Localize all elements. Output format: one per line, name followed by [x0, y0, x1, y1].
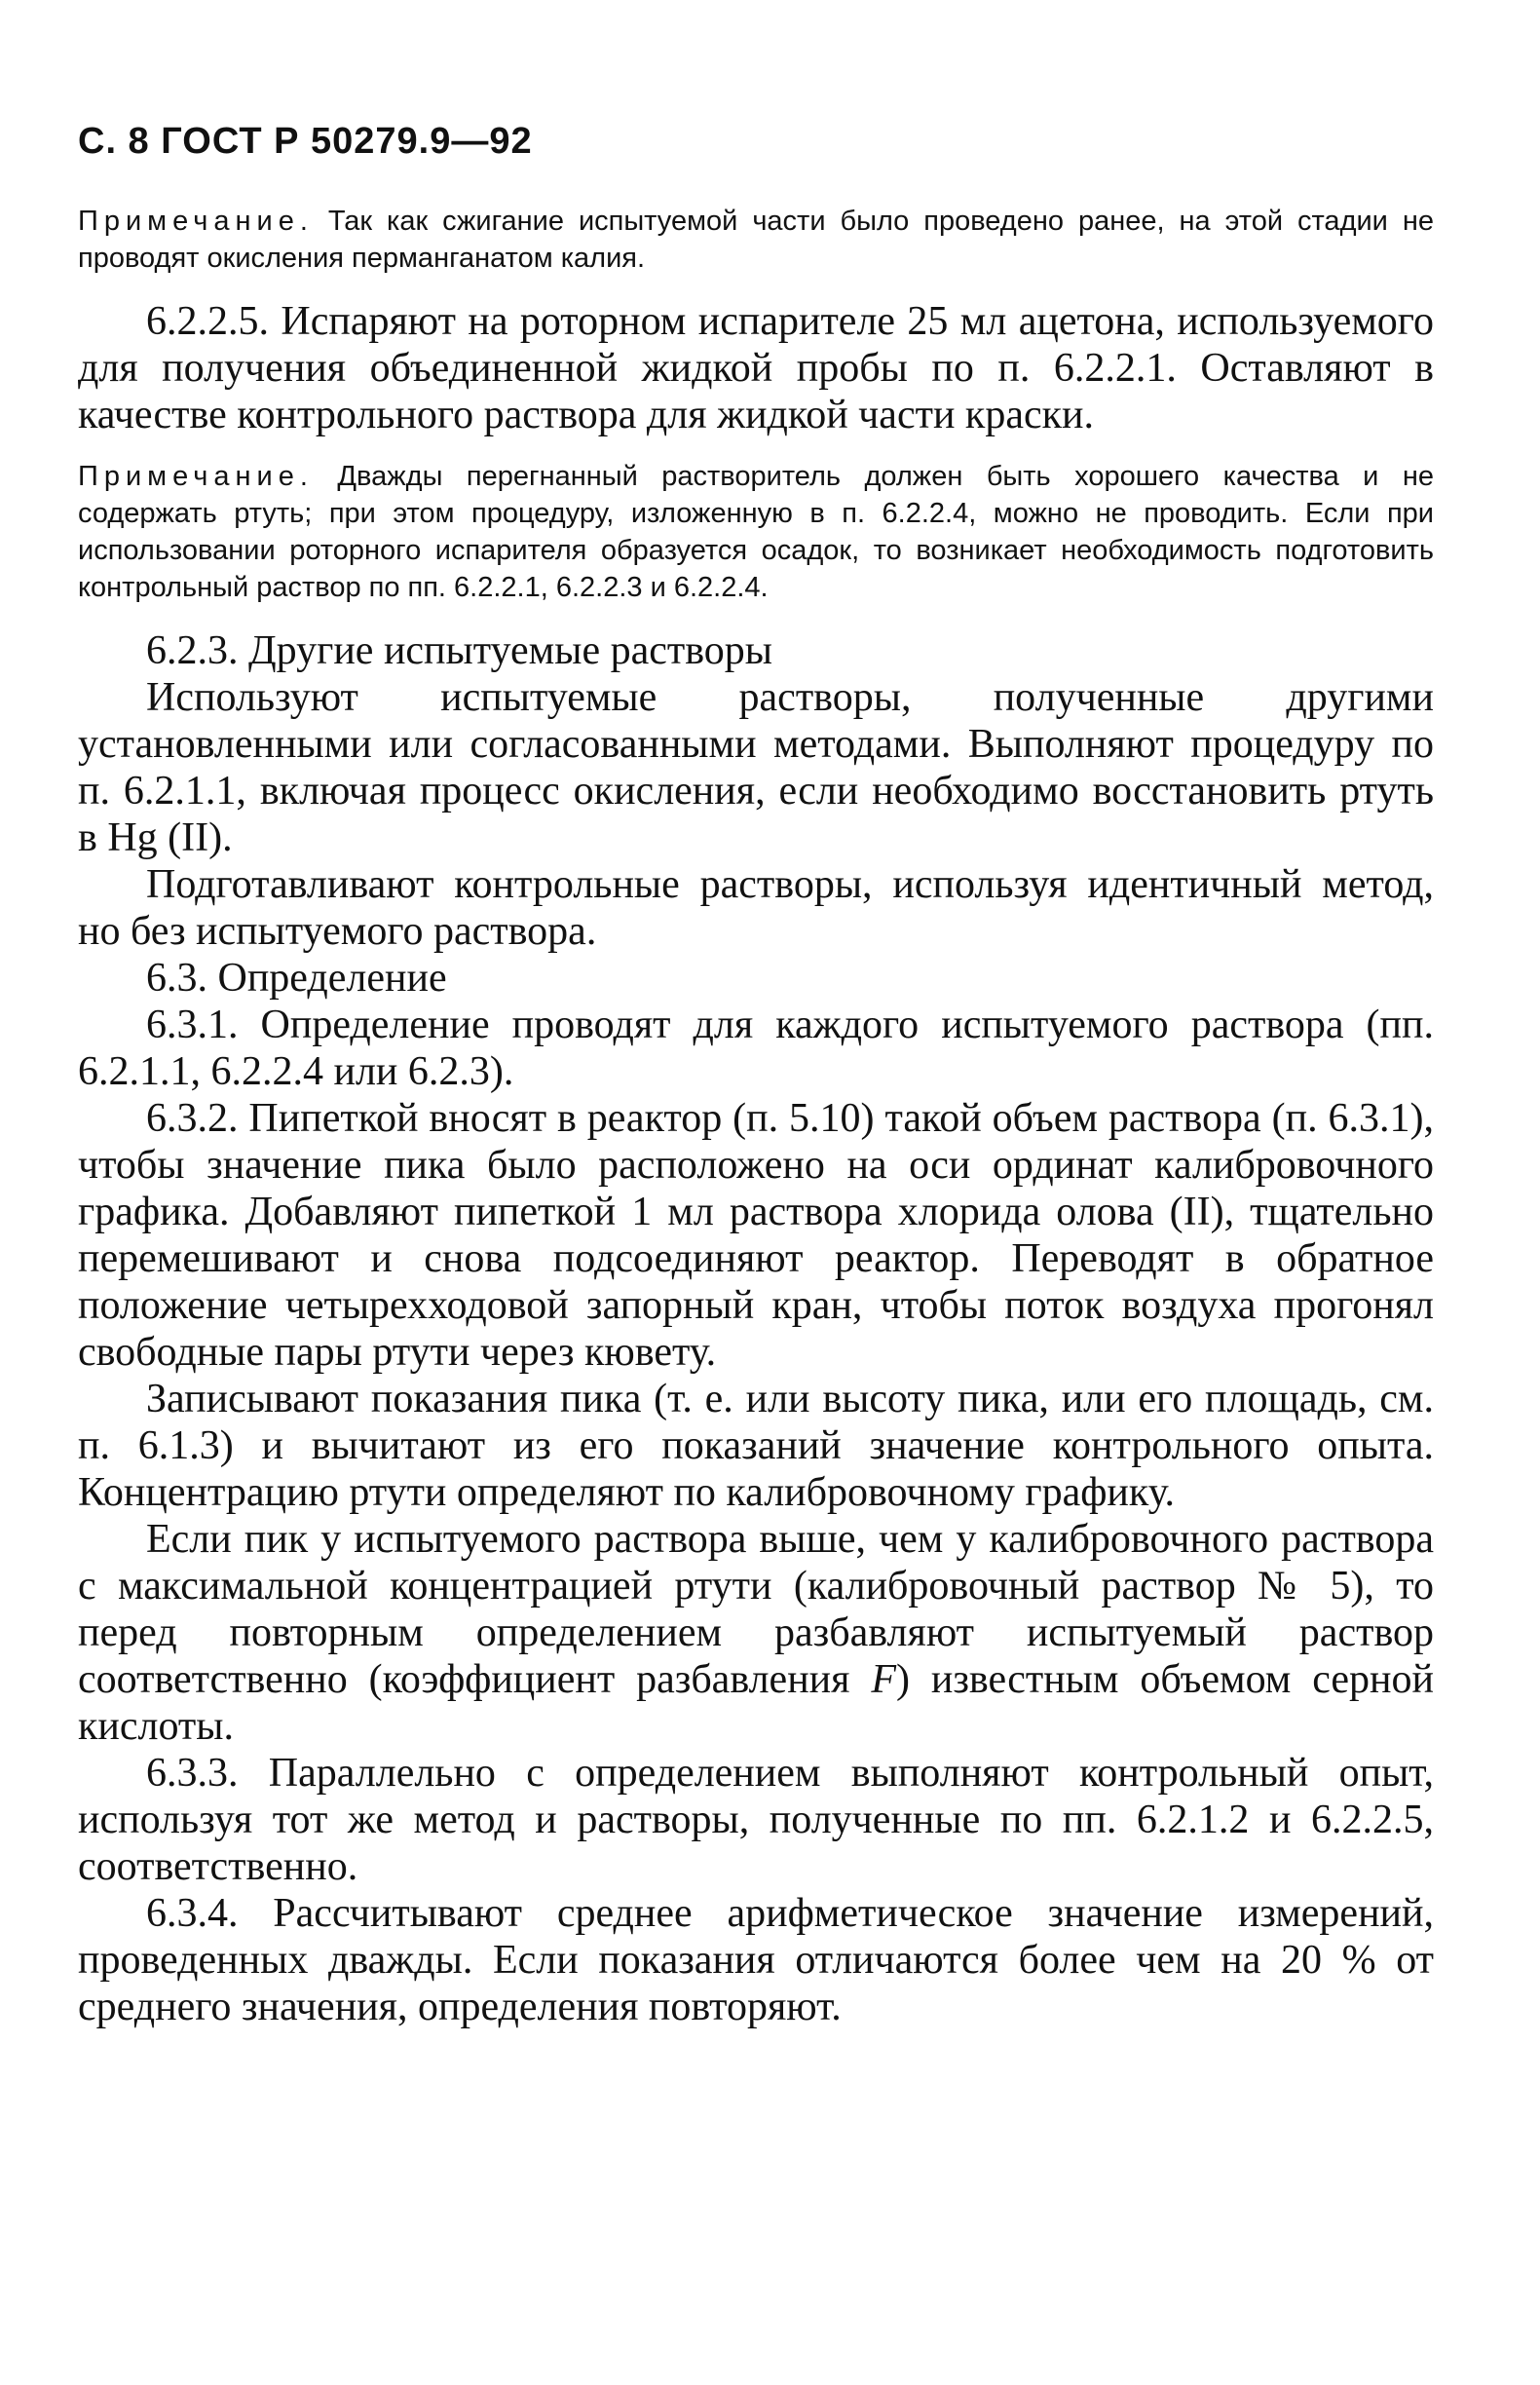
paragraph-dilution — [78, 1516, 1434, 1750]
note-label: Примечание. — [78, 206, 314, 237]
dilution-factor-symbol: F — [871, 1657, 896, 1702]
dilution-text-start: Если пик у испытуемого раствора выше, чем у калибровочного раствора с максимальной концентрацией ртути (калибровочный раствор № 5), то перед повторным определением разбавляют испытуемый раствор соответственно (коэффициент разбавления — [78, 1517, 1434, 1702]
note-text: Так как сжигание испытуемой части было проведено ранее, на этой стадии не проводят окисления перманганатом калия. — [78, 206, 1434, 274]
section-6-3-2: 6.3.2. Пипеткой вносят в реактор (п. 5.10) такой объем раствора (п. 6.3.1), чтобы значение пика было расположено на оси ординат калибровочного графика. Добавляют пипеткой 1 мл раствора хлорида олова (II), тщательно перемешивают и снова подсоединяют реактор. Переводят в обратное положение четырехходовой запорный кран, чтобы поток воздуха прогонял свободные пары ртути через кювету. — [78, 1096, 1434, 1375]
dilution-text-end: ) известным объемом серной кислоты. — [78, 1657, 1434, 1749]
section-6-2-3-title: 6.2.3. Другие испытуемые растворы — [146, 628, 772, 673]
section-6-2-3-paragraph-2: Подготавливают контрольные растворы, используя идентичный метод, но без испытуемого раствора. — [78, 862, 1434, 954]
note-oxidation — [78, 203, 1434, 277]
page-header: С. 8 ГОСТ Р 50279.9—92 — [78, 121, 533, 162]
section-6-3-4: 6.3.4. Рассчитывают среднее арифметическое значение измерений, проведенных дважды. Если показания отличаются более чем на 20 % от среднего значения, определения повторяют. — [78, 1891, 1434, 2029]
paragraph-record-peak: Записывают показания пика (т. е. или высоту пика, или его площадь, см. п. 6.1.3) и вычитают из его показаний значение контрольного опыта. Концентрацию ртути определяют по калибровочному графику. — [78, 1377, 1434, 1515]
note-solvent — [78, 458, 1434, 606]
note-text: Дважды перегнанный растворитель должен быть хорошего качества и не содержать ртуть; при этом процедуру, изложенную в п. 6.2.2.4, можно не проводить. Если при использовании роторного испарителя образуется осадок, то возникает необходимость подготовить контрольный раствор по пп. 6.2.2.1, 6.2.2.3 и 6.2.2.4. — [78, 461, 1434, 603]
note-label: Примечание. — [78, 461, 314, 492]
document-page — [78, 0, 1434, 2385]
document-body — [78, 203, 1434, 2030]
section-6-2-2-5: 6.2.2.5. Испаряют на роторном испарителе 25 мл ацетона, используемого для получения объединенной жидкой пробы по п. 6.2.2.1. Оставляют в качестве контрольного раствора для жидкой части краски. — [78, 299, 1434, 437]
section-6-3-1: 6.3.1. Определение проводят для каждого испытуемого раствора (пп. 6.2.1.1, 6.2.2.4 или 6.2.3). — [78, 1003, 1434, 1094]
section-6-2-3-paragraph-1: Используют испытуемые растворы, полученные другими установленными или согласованными методами. Выполняют процедуру по п. 6.2.1.1, включая процесс окисления, если необходимо восстановить ртуть в Hg (II). — [78, 675, 1434, 860]
section-6-3-3: 6.3.3. Параллельно с определением выполняют контрольный опыт, используя тот же метод и растворы, полученные по пп. 6.2.1.2 и 6.2.2.5, соответственно. — [78, 1751, 1434, 1889]
section-6-3-title: 6.3. Определение — [146, 956, 447, 1001]
